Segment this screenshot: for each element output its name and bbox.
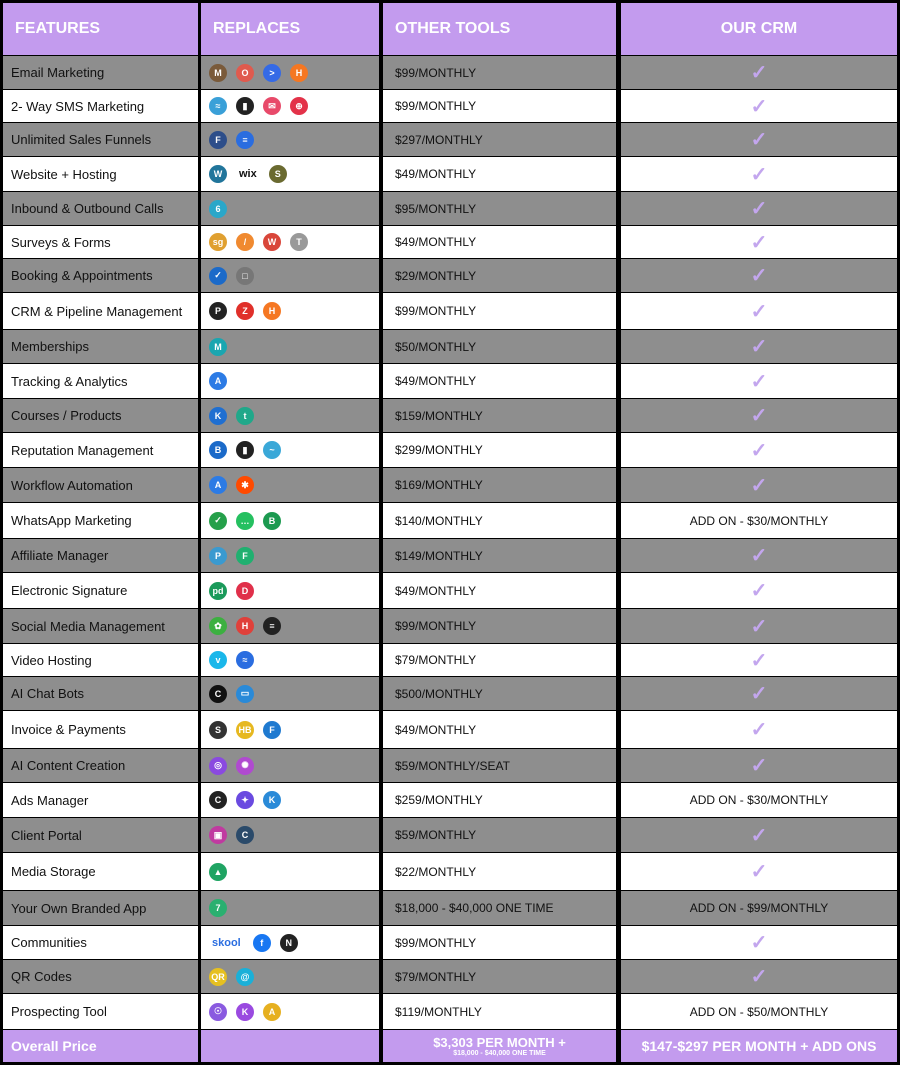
table-row bbox=[0, 818, 900, 852]
replaced-tools bbox=[201, 609, 379, 643]
twilio-icon: ⊕ bbox=[290, 97, 308, 115]
check-icon: ✓ bbox=[750, 231, 768, 254]
table-row bbox=[0, 433, 900, 467]
owl-icon: ☉ bbox=[209, 1003, 227, 1021]
circle-n-icon: N bbox=[280, 934, 298, 952]
our-crm-total: $147-$297 PER MONTH + ADD ONS bbox=[621, 1030, 897, 1062]
check-icon: ✓ bbox=[750, 163, 768, 186]
birdeye-icon: B bbox=[209, 441, 227, 459]
header-features: FEATURES bbox=[3, 3, 198, 55]
our-crm-value: ADD ON - $30/MONTHLY bbox=[621, 503, 897, 538]
replaced-tools bbox=[201, 818, 379, 852]
our-crm-value bbox=[621, 364, 897, 398]
table-row bbox=[0, 468, 900, 502]
check-icon: ✓ bbox=[750, 405, 768, 427]
other-tools-price: $259/MONTHLY bbox=[383, 783, 616, 817]
check-icon: ✓ bbox=[750, 474, 768, 497]
sms-icon-3: ✉ bbox=[263, 97, 281, 115]
replaced-tools bbox=[201, 783, 379, 817]
chat-icon: … bbox=[236, 512, 254, 530]
table-row bbox=[0, 539, 900, 572]
replaced-tools bbox=[201, 960, 379, 993]
other-tools-price: $59/MONTHLY/SEAT bbox=[383, 749, 616, 782]
docusign-icon: D bbox=[236, 582, 254, 600]
table-row bbox=[0, 503, 900, 538]
other-tools-price: $79/MONTHLY bbox=[383, 644, 616, 676]
our-crm-value: ADD ON - $99/MONTHLY bbox=[621, 891, 897, 925]
check-icon: ✓ bbox=[750, 265, 768, 287]
table-row bbox=[0, 891, 900, 925]
sms-icon-1: ≈ bbox=[209, 97, 227, 115]
buffer-icon: ≡ bbox=[263, 617, 281, 635]
our-crm-value bbox=[621, 226, 897, 258]
table-row bbox=[0, 711, 900, 748]
our-crm-value bbox=[621, 192, 897, 225]
our-crm-value bbox=[621, 90, 897, 122]
vimeo-icon: v bbox=[209, 651, 227, 669]
other-tools-price: $140/MONTHLY bbox=[383, 503, 616, 538]
other-tools-price: $119/MONTHLY bbox=[383, 994, 616, 1029]
footer-row bbox=[0, 1030, 900, 1062]
replaced-tools bbox=[201, 226, 379, 258]
ads-k-icon: K bbox=[263, 791, 281, 809]
table-row bbox=[0, 56, 900, 89]
social-leaf-icon: ✿ bbox=[209, 617, 227, 635]
ai-writer-icon: ◎ bbox=[209, 757, 227, 775]
activecampaign-icon: > bbox=[263, 64, 281, 82]
chatbot-c-icon: C bbox=[209, 685, 227, 703]
pipedrive-icon: P bbox=[209, 302, 227, 320]
automation-icon: A bbox=[209, 476, 227, 494]
replaced-tools bbox=[201, 399, 379, 432]
facebook-icon: f bbox=[253, 934, 271, 952]
feature-name: Invoice & Payments bbox=[3, 711, 198, 748]
replaced-tools bbox=[201, 56, 379, 89]
honeybook-icon: HB bbox=[236, 721, 254, 739]
check-icon: ✓ bbox=[750, 370, 768, 393]
our-crm-value bbox=[621, 644, 897, 676]
whatsapp-check-icon: ✓ bbox=[209, 512, 227, 530]
sms-icon-2: ▮ bbox=[236, 97, 254, 115]
k-prospect-icon: K bbox=[236, 1003, 254, 1021]
feature-name: Memberships bbox=[3, 330, 198, 363]
table-row bbox=[0, 90, 900, 122]
replaced-tools bbox=[201, 573, 379, 608]
mailchimp-icon: M bbox=[209, 64, 227, 82]
other-tools-price: $50/MONTHLY bbox=[383, 330, 616, 363]
openai-icon: ✺ bbox=[236, 757, 254, 775]
replaced-tools bbox=[201, 259, 379, 292]
surveygizmo-icon: sg bbox=[209, 233, 227, 251]
other-tools-price: $29/MONTHLY bbox=[383, 259, 616, 292]
our-crm-value bbox=[621, 330, 897, 363]
stripe-s-icon: S bbox=[209, 721, 227, 739]
table-row bbox=[0, 573, 900, 608]
other-tools-price: $49/MONTHLY bbox=[383, 711, 616, 748]
feature-name: Your Own Branded App bbox=[3, 891, 198, 925]
other-tools-price: $22/MONTHLY bbox=[383, 853, 616, 890]
our-crm-value bbox=[621, 399, 897, 432]
other-tools-price: $18,000 - $40,000 ONE TIME bbox=[383, 891, 616, 925]
other-tools-price: $79/MONTHLY bbox=[383, 960, 616, 993]
feature-name: Client Portal bbox=[3, 818, 198, 852]
our-crm-value bbox=[621, 960, 897, 993]
header-our-crm: OUR CRM bbox=[621, 3, 897, 55]
feature-name: Surveys & Forms bbox=[3, 226, 198, 258]
replaced-tools bbox=[201, 123, 379, 156]
replaced-tools bbox=[201, 539, 379, 572]
feature-name: Inbound & Outbound Calls bbox=[3, 192, 198, 225]
table-row bbox=[0, 853, 900, 890]
qr-icon: QR bbox=[209, 968, 227, 986]
replaced-tools bbox=[201, 468, 379, 502]
feature-name: Website + Hosting bbox=[3, 157, 198, 191]
our-crm-value bbox=[621, 853, 897, 890]
zapier-icon: ✱ bbox=[236, 476, 254, 494]
our-crm-value bbox=[621, 259, 897, 292]
check-icon: ✓ bbox=[750, 129, 768, 151]
zoho-icon: Z bbox=[236, 302, 254, 320]
portal-icon: ▣ bbox=[209, 826, 227, 844]
chat-bubble-icon: ▭ bbox=[236, 685, 254, 703]
replaced-tools bbox=[201, 677, 379, 710]
table-row bbox=[0, 123, 900, 156]
layers-icon: ≡ bbox=[236, 131, 254, 149]
other-tools-price: $99/MONTHLY bbox=[383, 293, 616, 329]
our-crm-value bbox=[621, 609, 897, 643]
other-tools-price: $49/MONTHLY bbox=[383, 157, 616, 191]
check-icon: ✓ bbox=[750, 755, 768, 777]
typeform-icon: T bbox=[290, 233, 308, 251]
our-crm-value bbox=[621, 677, 897, 710]
ads-star-icon: ✦ bbox=[236, 791, 254, 809]
check-icon: ✓ bbox=[750, 580, 768, 602]
freshbooks-icon: F bbox=[263, 721, 281, 739]
replaced-tools bbox=[201, 711, 379, 748]
check-icon: ✓ bbox=[750, 861, 768, 883]
header-row bbox=[0, 3, 900, 55]
feature-name: QR Codes bbox=[3, 960, 198, 993]
feature-name: 2- Way SMS Marketing bbox=[3, 90, 198, 122]
feature-name: Unlimited Sales Funnels bbox=[3, 123, 198, 156]
feature-name: Workflow Automation bbox=[3, 468, 198, 502]
calendly-icon: ✓ bbox=[209, 267, 227, 285]
qr-at-icon: @ bbox=[236, 968, 254, 986]
podium-icon: ▮ bbox=[236, 441, 254, 459]
memberships-icon: M bbox=[209, 338, 227, 356]
our-crm-value bbox=[621, 293, 897, 329]
our-crm-value bbox=[621, 468, 897, 502]
other-tools-price: $169/MONTHLY bbox=[383, 468, 616, 502]
feature-name: AI Content Creation bbox=[3, 749, 198, 782]
footer-replaces-empty bbox=[201, 1030, 379, 1062]
replaced-tools bbox=[201, 644, 379, 676]
clickfunnels-icon: F bbox=[209, 131, 227, 149]
check-icon: ✓ bbox=[750, 439, 768, 462]
our-crm-value bbox=[621, 818, 897, 852]
other-tools-price: $99/MONTHLY bbox=[383, 926, 616, 959]
feature-name: Email Marketing bbox=[3, 56, 198, 89]
replaced-tools bbox=[201, 157, 379, 191]
hootsuite-icon: H bbox=[236, 617, 254, 635]
feature-name: Electronic Signature bbox=[3, 573, 198, 608]
check-icon: ✓ bbox=[750, 615, 768, 638]
jotform-icon: / bbox=[236, 233, 254, 251]
our-crm-value bbox=[621, 711, 897, 748]
wordpress-icon: W bbox=[209, 165, 227, 183]
apollo-icon: A bbox=[263, 1003, 281, 1021]
wufoo-icon: W bbox=[263, 233, 281, 251]
other-tools-price: $500/MONTHLY bbox=[383, 677, 616, 710]
our-crm-value bbox=[621, 56, 897, 89]
other-tools-price: $297/MONTHLY bbox=[383, 123, 616, 156]
table-row bbox=[0, 330, 900, 363]
kajabi-icon: K bbox=[209, 407, 227, 425]
check-icon: ✓ bbox=[750, 683, 768, 705]
our-crm-value bbox=[621, 749, 897, 782]
other-tools-price: $159/MONTHLY bbox=[383, 399, 616, 432]
other-tools-price: $99/MONTHLY bbox=[383, 56, 616, 89]
table-row bbox=[0, 926, 900, 959]
replaced-tools bbox=[201, 364, 379, 398]
feature-name: Prospecting Tool bbox=[3, 994, 198, 1029]
feature-name: WhatsApp Marketing bbox=[3, 503, 198, 538]
feature-name: Affiliate Manager bbox=[3, 539, 198, 572]
table-row bbox=[0, 994, 900, 1029]
hubspot-icon: H bbox=[263, 302, 281, 320]
other-tools-price: $59/MONTHLY bbox=[383, 818, 616, 852]
overall-price-label: Overall Price bbox=[3, 1030, 198, 1062]
other-tools-total-sub: $18,000 - $40,000 ONE TIME bbox=[453, 1050, 546, 1057]
replaced-tools bbox=[201, 192, 379, 225]
circle-logo-icon: O bbox=[236, 64, 254, 82]
check-icon: ✓ bbox=[750, 95, 768, 118]
table-row bbox=[0, 644, 900, 676]
table-row bbox=[0, 293, 900, 329]
other-tools-price: $95/MONTHLY bbox=[383, 192, 616, 225]
check-icon: ✓ bbox=[750, 336, 768, 358]
other-tools-price: $149/MONTHLY bbox=[383, 539, 616, 572]
check-icon: ✓ bbox=[750, 198, 768, 220]
check-icon: ✓ bbox=[750, 719, 768, 741]
header-other-tools: OTHER TOOLS bbox=[383, 3, 616, 55]
teachable-icon: t bbox=[236, 407, 254, 425]
wix-icon: wix bbox=[239, 168, 257, 180]
feature-name: CRM & Pipeline Management bbox=[3, 293, 198, 329]
replaced-tools bbox=[201, 749, 379, 782]
analytics-icon: A bbox=[209, 372, 227, 390]
our-crm-value bbox=[621, 157, 897, 191]
feature-name: Media Storage bbox=[3, 853, 198, 890]
table-row bbox=[0, 157, 900, 191]
check-icon: ✓ bbox=[750, 300, 768, 323]
replaced-tools bbox=[201, 433, 379, 467]
b-icon: B bbox=[263, 512, 281, 530]
c-portal-icon: C bbox=[236, 826, 254, 844]
our-crm-value bbox=[621, 433, 897, 467]
feature-name: Communities bbox=[3, 926, 198, 959]
table-row bbox=[0, 192, 900, 225]
replaced-tools bbox=[201, 891, 379, 925]
check-icon: ✓ bbox=[750, 62, 768, 84]
other-tools-price: $49/MONTHLY bbox=[383, 573, 616, 608]
table-row bbox=[0, 783, 900, 817]
table-row bbox=[0, 399, 900, 432]
calendar-icon: □ bbox=[236, 267, 254, 285]
feature-name: Booking & Appointments bbox=[3, 259, 198, 292]
google-drive-icon: ▲ bbox=[209, 863, 227, 881]
our-crm-value: ADD ON - $50/MONTHLY bbox=[621, 994, 897, 1029]
skool-icon: skool bbox=[212, 936, 241, 949]
other-tools-total-main: $3,303 PER MONTH + bbox=[433, 1035, 566, 1050]
feature-name: Video Hosting bbox=[3, 644, 198, 676]
table-row bbox=[0, 677, 900, 710]
feature-name: Social Media Management bbox=[3, 609, 198, 643]
replaced-tools bbox=[201, 330, 379, 363]
our-crm-value bbox=[621, 123, 897, 156]
our-crm-value: ADD ON - $30/MONTHLY bbox=[621, 783, 897, 817]
check-icon: ✓ bbox=[750, 824, 768, 847]
table-row bbox=[0, 960, 900, 993]
check-icon: ✓ bbox=[750, 932, 768, 954]
other-tools-price: $99/MONTHLY bbox=[383, 609, 616, 643]
check-icon: ✓ bbox=[750, 966, 768, 988]
replaced-tools bbox=[201, 503, 379, 538]
phone-icon: 6 bbox=[209, 200, 227, 218]
ads-c-icon: C bbox=[209, 791, 227, 809]
replaced-tools bbox=[201, 90, 379, 122]
check-icon: ✓ bbox=[750, 545, 768, 567]
feature-name: Courses / Products bbox=[3, 399, 198, 432]
branded-app-icon: 7 bbox=[209, 899, 227, 917]
feature-name: Tracking & Analytics bbox=[3, 364, 198, 398]
table-row bbox=[0, 609, 900, 643]
other-tools-price: $299/MONTHLY bbox=[383, 433, 616, 467]
squarespace-icon: S bbox=[269, 165, 287, 183]
feature-name: Ads Manager bbox=[3, 783, 198, 817]
replaced-tools bbox=[201, 994, 379, 1029]
other-tools-price: $49/MONTHLY bbox=[383, 226, 616, 258]
feature-name: AI Chat Bots bbox=[3, 677, 198, 710]
our-crm-value bbox=[621, 573, 897, 608]
affiliate-icon: P bbox=[209, 547, 227, 565]
table-row bbox=[0, 259, 900, 292]
other-tools-total bbox=[383, 1030, 616, 1062]
table-row bbox=[0, 226, 900, 258]
table-row bbox=[0, 749, 900, 782]
wistia-icon: ≈ bbox=[236, 651, 254, 669]
other-tools-price: $49/MONTHLY bbox=[383, 364, 616, 398]
check-icon: ✓ bbox=[750, 649, 768, 672]
feature-name: Reputation Management bbox=[3, 433, 198, 467]
other-tools-price: $99/MONTHLY bbox=[383, 90, 616, 122]
our-crm-value bbox=[621, 539, 897, 572]
table-row bbox=[0, 364, 900, 398]
header-replaces: REPLACES bbox=[201, 3, 379, 55]
reputation-icon: ~ bbox=[263, 441, 281, 459]
replaced-tools bbox=[201, 926, 379, 959]
hubspot-icon: H bbox=[290, 64, 308, 82]
firstpromoter-icon: F bbox=[236, 547, 254, 565]
replaced-tools bbox=[201, 853, 379, 890]
our-crm-value bbox=[621, 926, 897, 959]
pandadoc-icon: pd bbox=[209, 582, 227, 600]
replaced-tools bbox=[201, 293, 379, 329]
